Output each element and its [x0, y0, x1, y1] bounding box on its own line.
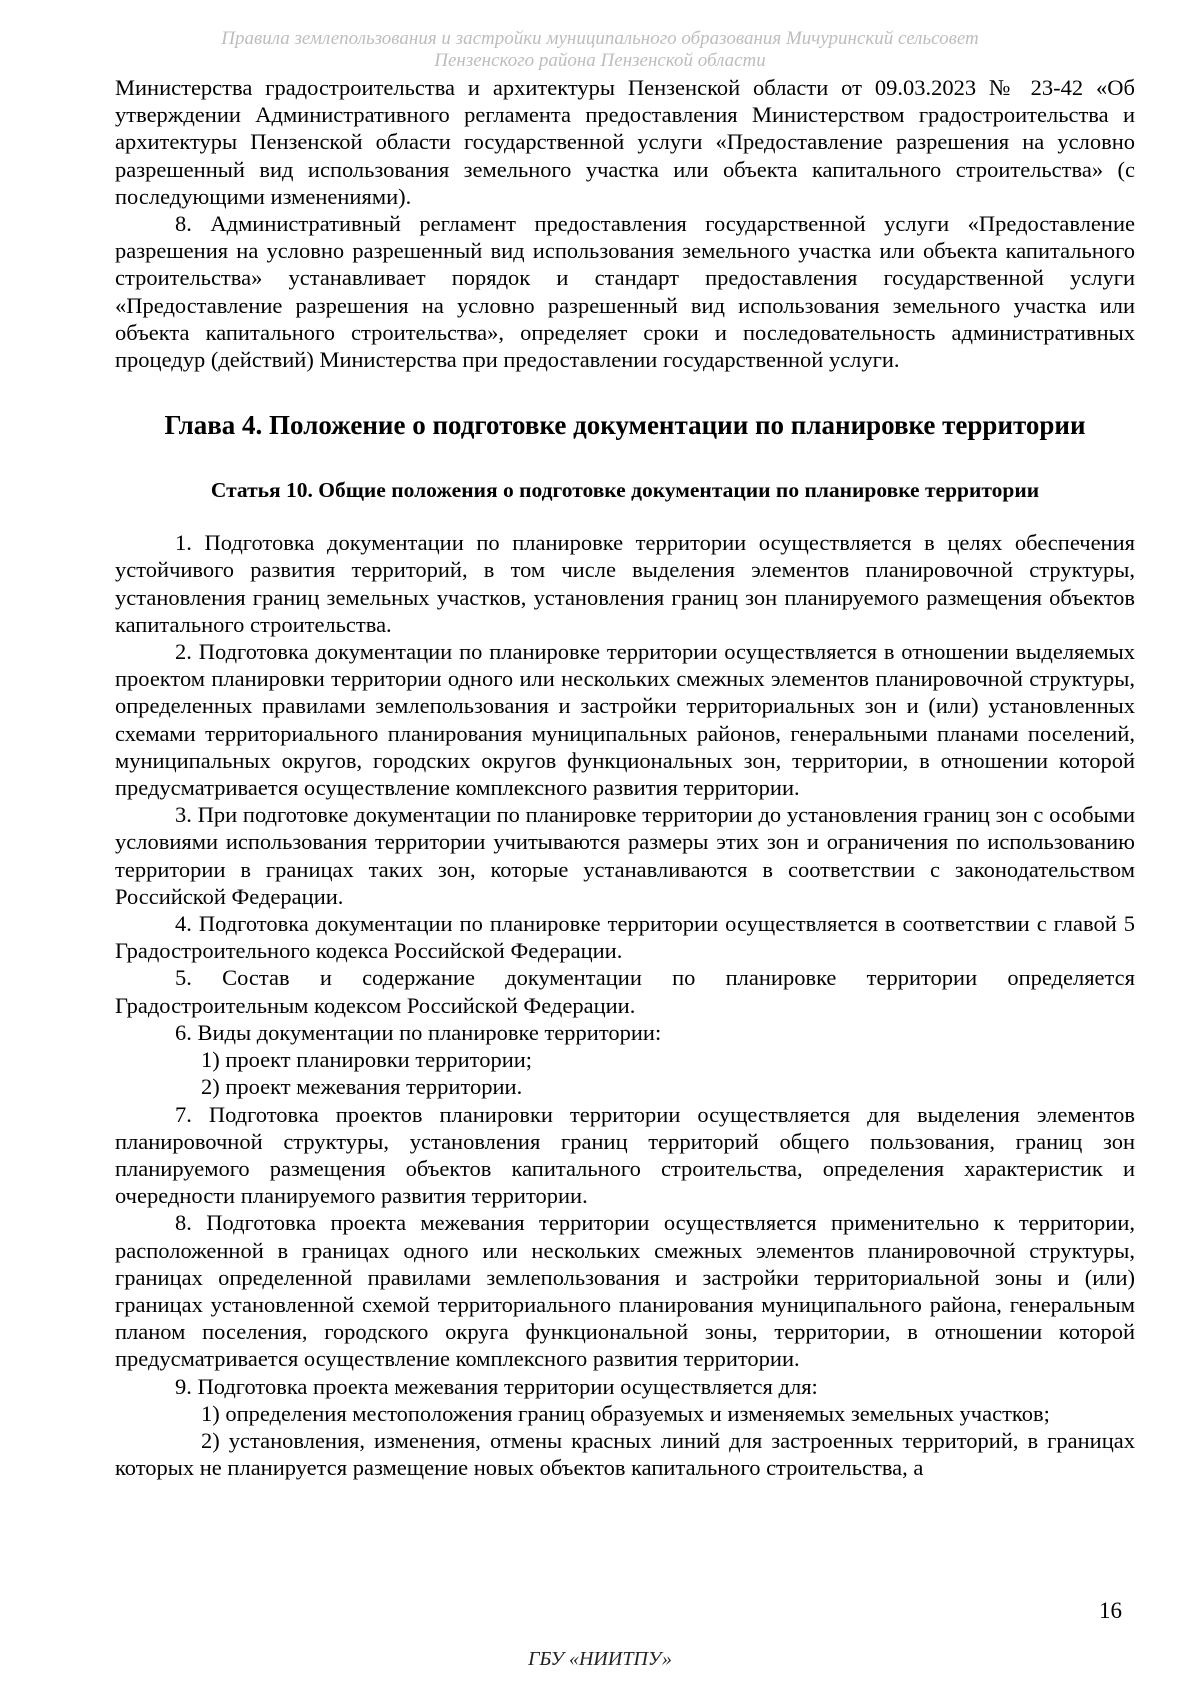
article-title: Статья 10. Общие положения о подготовке документации по планировке территории — [210, 478, 1040, 503]
chapter-title: Глава 4. Положение о подготовке документации по планировке территории — [164, 410, 1086, 441]
running-header — [150, 28, 1050, 72]
article-paragraph-3: 3. При подготовке документации по планировке территории до установления границ зон с особыми условиями использования территории учитываются размеры этих зон и ограничения по использованию территории в границах таких зон, которые устанавливаются в соответствии с законодательством Российской Федерации. — [115, 802, 1135, 909]
article-paragraph-9-item-1: 1) определения местоположения границ образуемых и изменяемых земельных участков; — [201, 1400, 1050, 1426]
intro-paragraph-continued: Министерства градостроительства и архитектуры Пензенской области от 09.03.2023 № 23-42 «Об утверждении Административного регламента предоставления Министерством градостроительства и архитектуры Пензенской области государственной услуги «Предоставление разрешения на условно разрешенный вид использования земельного участка или объекта капитального строительства» (с последующими изменениями). — [115, 75, 1135, 209]
article-paragraph-2: 2. Подготовка документации по планировке территории осуществляется в отношении выделяемых проектом планировки территории одного или нескольких смежных элементов планировочной структуры, определенных правилами землепользования и застройки территориальных зон и (или) установленных схемами территориального планирования муниципальных районов, генеральными планами поселений, муниципальных округов, городских округов функциональных зон, территории, в отношении которой предусматривается осуществление комплексного развития территории. — [115, 639, 1135, 801]
page-number: 16 — [1099, 1598, 1122, 1623]
article-paragraph-5: 5. Состав и содержание документации по планировке территории определяется Градостроительным кодексом Российской Федерации. — [115, 965, 1135, 1018]
article-paragraph-7: 7. Подготовка проектов планировки территории осуществляется для выделения элементов планировочной структуры, установления границ территорий общего пользования, границ зон планируемого размещения объектов капитального строительства, определения характеристик и очередности планируемого развития территории. — [115, 1101, 1135, 1209]
article-body — [115, 529, 1135, 1481]
running-header-line-1: Правила землепользования и застройки муниципального образования Мичуринский сельсовет — [221, 28, 979, 49]
article-paragraph-6-item-2: 2) проект межевания территории. — [201, 1074, 523, 1100]
article-paragraph-1: 1. Подготовка документации по планировке территории осуществляется в целях обеспечения устойчивого развития территорий, в том числе выделения элементов планировочной структуры, установления границ земельных участков, установления границ зон планируемого размещения объектов капитального строительства. — [115, 530, 1135, 637]
intro-paragraph-8: 8. Административный регламент предоставления государственной услуги «Предоставление разрешения на условно разрешенный вид использования земельного участка или объекта капитального строительства» устанавливает порядок и стандарт предоставления государственной услуги «Предоставление разрешения на условно разрешенный вид использования земельного участка или объекта капитального строительства», определяет сроки и последовательность административных процедур (действий) Министерства при предоставлении государственной услуги. — [115, 211, 1135, 373]
article-paragraph-6: 6. Виды документации по планировке территории: — [175, 1019, 662, 1045]
article-paragraph-4: 4. Подготовка документации по планировке территории осуществляется в соответствии с главой 5 Градостроительного кодекса Российской Федерации. — [115, 911, 1135, 964]
article-paragraph-9-item-2: 2) установления, изменения, отмены красных линий для застроенных территорий, в границах которых не планируется размещение новых объектов капитального строительства, а — [115, 1427, 1135, 1481]
document-body — [115, 74, 1135, 1481]
running-header-line-2: Пензенского района Пензенской области — [434, 50, 766, 71]
page-footer: ГБУ «НИИТПУ» — [528, 1648, 672, 1670]
article-paragraph-8: 8. Подготовка проекта межевания территории осуществляется применительно к территории, расположенной в границах одного или нескольких смежных элементов планировочной структуры, границах определенной правилами землепользования и застройки территориальной зоны и (или) границах установленной схемой территориального планирования муниципального района, генеральным планом поселения, городского округа функциональной зоны, территории, в отношении которой предусматривается осуществление комплексного развития территории. — [115, 1210, 1135, 1372]
article-paragraph-9: 9. Подготовка проекта межевания территории осуществляется для: — [175, 1373, 818, 1399]
article-paragraph-6-item-1: 1) проект планировки территории; — [201, 1047, 533, 1073]
